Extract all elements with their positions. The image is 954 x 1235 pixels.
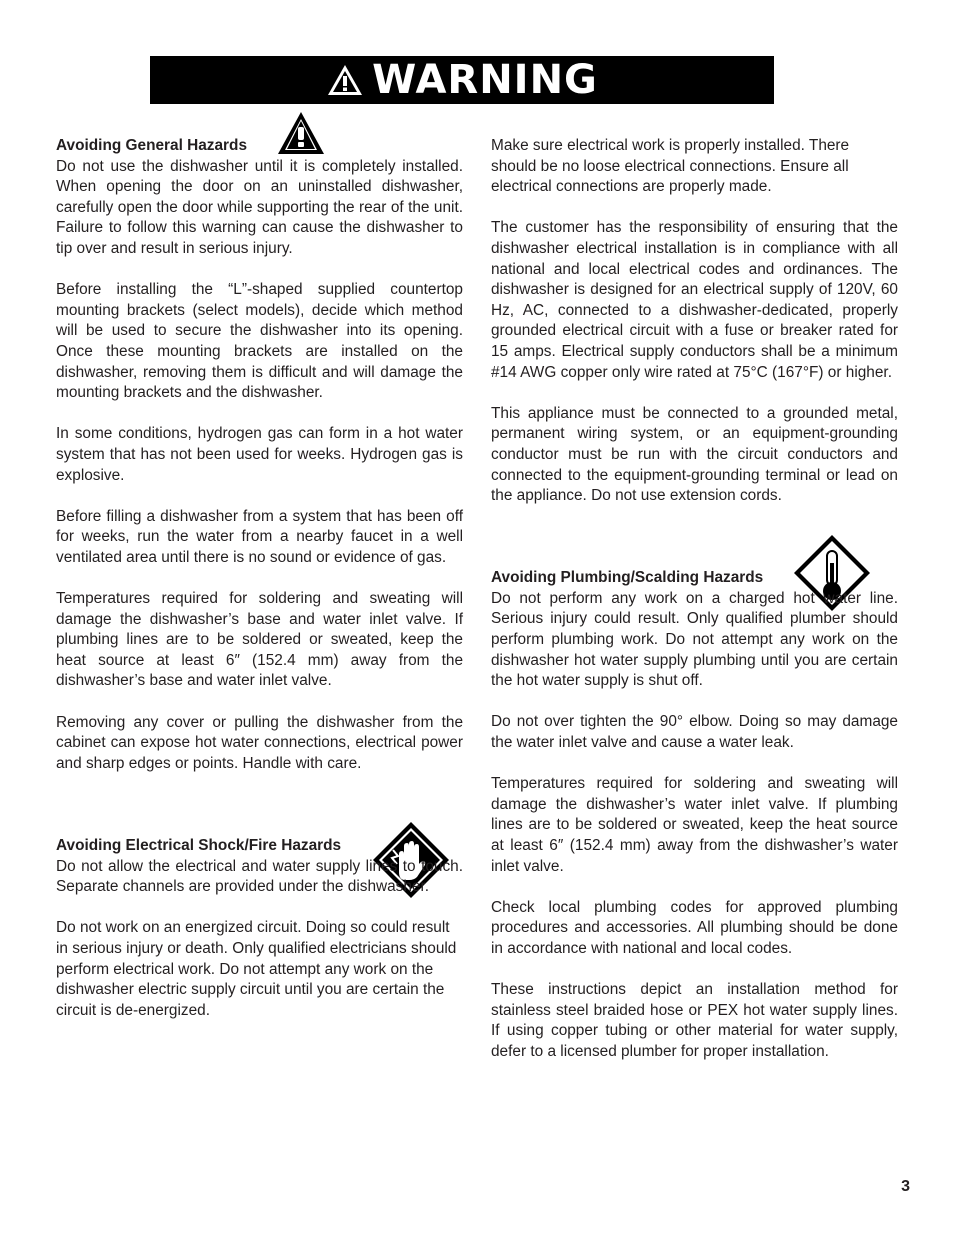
general-paragraph: Before filling a dishwasher from a system that has been off for weeks, run the water from a nearby faucet in a well ventilated area until there is no sound or evidence of gas. — [56, 507, 463, 566]
electrical-paragraph: Do not allow the electrical and water supply lines to touch. Separate channels are provided under the dishwasher. — [56, 857, 463, 896]
electrical-paragraph: This appliance must be connected to a grounded metal, permanent wiring system, or an equipment-grounding conductor must be run with the circuit conductors and connected to the equipment-grounding terminal or lead on the appliance. Do not use extension cords. — [491, 404, 898, 505]
plumbing-hazards-heading: Avoiding Plumbing/Scalding Hazards — [491, 569, 764, 587]
general-hazards-heading: Avoiding General Hazards — [56, 137, 248, 154]
plumbing-paragraph: Temperatures required for soldering and sweating will damage the dishwasher’s water inlet valve. If plumbing lines are to be soldered or sweated, keep the heat source at least 6″ (152.4 mm) away from the dishwasher’s water inlet valve. — [491, 775, 898, 875]
plumbing-paragraph: Do not perform any work on a charged hot water line. Serious injury could result. Only qualified plumber should perform plumbing work. Do not attempt any work on the dishwasher hot water supply plumbing until you are certain the hot water supply is shut off. — [491, 589, 898, 690]
plumbing-paragraph: These instructions depict an installation method for stainless steel braided hose or PEX hot water supply lines. If using copper tubing or other material for water supply, defer to a licensed plumber for proper installation. — [491, 981, 898, 1060]
general-paragraph: Do not use the dishwasher until it is completely installed. When opening the door on an uninstalled dishwasher, carefully open the door while supporting the rear of the unit. Failure to follow this warning can cause the dishwasher to tip over and result in serious injury. — [56, 157, 463, 257]
plumbing-paragraph: Check local plumbing codes for approved plumbing procedures and accessories. All plumbing should be done in accordance with national and local codes. — [491, 898, 898, 957]
general-paragraph: Removing any cover or pulling the dishwasher from the cabinet can expose hot water connections, electrical power and sharp edges or points. Handle with care. — [56, 713, 463, 772]
electrical-hazards-heading: Avoiding Electrical Shock/Fire Hazards — [56, 837, 342, 854]
warning-triangle-icon — [326, 63, 364, 97]
general-paragraph: Before installing the “L”-shaped supplied countertop mounting brackets (select models), decide which method will be used to secure the dishwasher into its opening. Once these mounting brackets are installed on the dishwasher, removing them is difficult and will damage the mounting brackets and the dishwasher. — [56, 281, 463, 402]
plumbing-paragraph: Do not over tighten the 90° elbow. Doing so may damage the water inlet valve and cause a water leak. — [491, 713, 898, 752]
left-column — [56, 136, 463, 1042]
right-column — [491, 136, 898, 1083]
electrical-paragraph: Do not work on an energized circuit. Doing so could result in serious injury or death. Only qualified electricians should perform electrical work. Do not attempt any work on the dishwasher electric supply circuit until you are certain the circuit is de-energized. — [56, 919, 457, 1019]
electrical-paragraph: The customer has the responsibility of ensuring that the dishwasher electrical installation is in compliance with all national and local electrical codes and ordinances. The dishwasher is designed for an electrical supply of 120V, 60 Hz, AC, connected to a dishwasher-dedicated, properly grounded electrical circuit with a fuse or breaker rated for 15 amps. Electrical supply conductors shall be a minimum #14 AWG copper only wire rated at 75°C (167°F) or higher. — [491, 219, 898, 381]
warning-banner — [150, 56, 774, 104]
warning-title: WARNING — [372, 57, 598, 103]
general-paragraph: Temperatures required for soldering and sweating will damage the dishwasher’s base and water inlet valve. If plumbing lines are to be soldered or sweated, keep the heat source at least 6″ (152.4 mm) away from the dishwasher’s base and water inlet valve. — [56, 590, 463, 690]
page-number: 3 — [901, 1178, 910, 1195]
electrical-paragraph: Make sure electrical work is properly installed. There should be no loose electrical connections. Ensure all electrical connections are properly made. — [491, 137, 850, 196]
general-paragraph: In some conditions, hydrogen gas can form in a hot water system that has not been used for weeks. Hydrogen gas is explosive. — [56, 425, 463, 484]
